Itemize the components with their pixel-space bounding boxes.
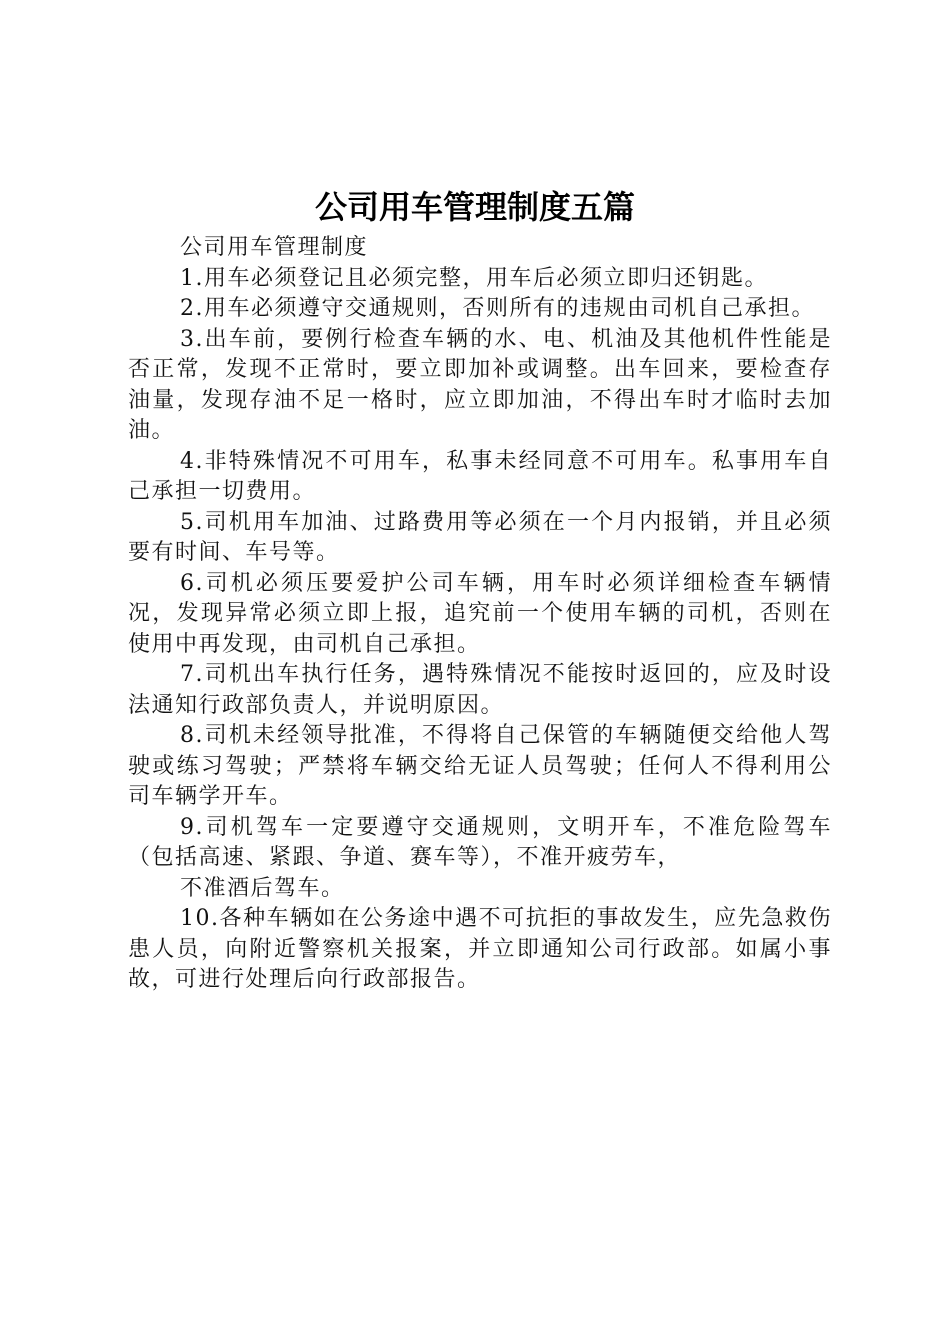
document-body xyxy=(128,233,832,996)
paragraph-rule-1: 1.用车必须登记且必须完整，用车后必须立即归还钥匙。 xyxy=(180,265,768,291)
paragraph-rule-7: 7.司机出车执行任务，遇特殊情况不能按时返回的，应及时设法通知行政部负责人，并说明原因。 xyxy=(128,662,832,718)
paragraph-rule-9-continued: 不准酒后驾车。 xyxy=(180,875,345,901)
paragraph-rule-6: 6.司机必须压要爱护公司车辆，用车时必须详细检查车辆情况，发现异常必须立即上报，追究前一个使用车辆的司机，否则在使用中再发现，由司机自己承担。 xyxy=(128,570,832,657)
paragraph-heading: 公司用车管理制度 xyxy=(180,235,369,260)
paragraph-rule-2: 2.用车必须遵守交通规则，否则所有的违规由司机自己承担。 xyxy=(180,296,815,321)
paragraph-rule-8: 8.司机未经领导批准，不得将自己保管的车辆随便交给他人驾驶或练习驾驶；严禁将车辆交给无证人员驾驶；任何人不得利用公司车辆学开车。 xyxy=(128,723,832,809)
paragraph-rule-4: 4.非特殊情况不可用车，私事未经同意不可用车。私事用车自己承担一切费用。 xyxy=(128,448,832,504)
paragraph-rule-9: 9.司机驾车一定要遵守交通规则，文明开车，不准危险驾车（包括高速、紧跟、争道、赛车等），不准开疲劳车， xyxy=(128,814,832,870)
paragraph-rule-3: 3.出车前，要例行检查车辆的水、电、机油及其他机件性能是否正常，发现不正常时，要立即加补或调整。出车回来，要检查存油量，发现存油不足一格时，应立即加油，不得出车时才临时去加油。 xyxy=(128,326,832,443)
document-title: 公司用车管理制度五篇 xyxy=(314,188,635,226)
paragraph-rule-5: 5.司机用车加油、过路费用等必须在一个月内报销，并且必须要有时间、车号等。 xyxy=(128,509,832,565)
paragraph-rule-10: 10.各种车辆如在公务途中遇不可抗拒的事故发生，应先急救伤患人员，向附近警察机关报案，并立即通知公司行政部。如属小事故，可进行处理后向行政部报告。 xyxy=(128,906,832,992)
